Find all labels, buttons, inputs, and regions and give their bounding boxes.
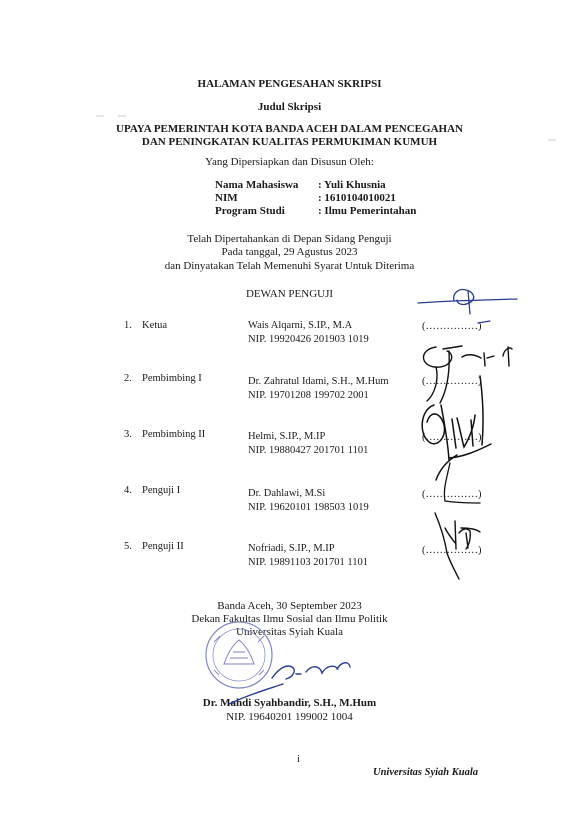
examiner-number: 1. — [124, 320, 132, 331]
signature-3-icon — [422, 376, 491, 480]
examiner-nip: NIP. 19701208 199702 2001 — [248, 390, 369, 401]
defense-line-1: Telah Dipertahankan di Depan Sidang Penguji — [187, 233, 392, 245]
examiner-number: 2. — [124, 373, 132, 384]
signature-placeholder: (……………) — [422, 489, 482, 500]
examiner-name: Dr. Dahlawi, M.Si — [248, 488, 326, 499]
prepared-by: Yang Dipersiapkan dan Disusun Oleh: — [205, 156, 374, 168]
examiner-name: Wais Alqarni, S.IP., M.A — [248, 320, 353, 331]
examiner-role: Penguji I — [142, 485, 181, 496]
examiner-role: Pembimbing I — [142, 373, 202, 384]
thesis-heading: Judul Skripsi — [257, 101, 322, 113]
examiner-number: 3. — [124, 429, 132, 440]
examiner-nip: NIP. 19620101 198503 1019 — [248, 502, 369, 513]
examiner-role: Ketua — [142, 320, 168, 331]
examiner-role: Pembimbing II — [142, 429, 206, 440]
examiner-role: Penguji II — [142, 541, 184, 552]
dean-nip: NIP. 19640201 199002 1004 — [226, 711, 353, 723]
examiner-name: Nofriadi, S.IP., M.IP — [248, 543, 335, 554]
defense-line-3: dan Dinyatakan Telah Memenuhi Syarat Untuk Diterima — [164, 260, 415, 272]
dean-name: Dr. Mahdi Syahbandir, S.H., M.Hum — [202, 697, 377, 709]
student-label-name: Nama Mahasiswa — [215, 179, 299, 191]
student-label-program: Program Studi — [215, 205, 285, 217]
approval-faculty: Dekan Fakultas Ilmu Sosial dan Ilmu Politik — [191, 613, 388, 625]
student-value-program: : Ilmu Pemerintahan — [318, 205, 417, 217]
footer-university: Universitas Syiah Kuala — [373, 767, 479, 778]
signature-2-icon — [423, 346, 512, 403]
approval-place-date: Banda Aceh, 30 September 2023 — [217, 600, 362, 612]
student-value-name: : Yuli Khusnia — [318, 179, 386, 191]
approval-university: Universitas Syiah Kuala — [236, 626, 343, 638]
page-number: i — [297, 754, 300, 765]
examiner-nip: NIP. 19880427 201701 1101 — [248, 445, 369, 456]
defense-line-2: Pada tanggal, 29 Agustus 2023 — [221, 246, 358, 258]
board-heading: DEWAN PENGUJI — [245, 288, 334, 300]
student-value-nim: : 1610104010021 — [318, 192, 396, 204]
signature-placeholder: (……………) — [422, 545, 482, 556]
examiner-name: Helmi, S.IP., M.IP — [248, 431, 326, 442]
examiner-nip: NIP. 19891103 201701 1101 — [248, 557, 368, 568]
examiner-name: Dr. Zahratul Idami, S.H., M.Hum — [248, 376, 389, 387]
student-label-nim: NIM — [215, 192, 238, 204]
examiner-number: 4. — [124, 485, 132, 496]
thesis-title-line-1: UPAYA PEMERINTAH KOTA BANDA ACEH DALAM PENCEGAHAN — [116, 123, 463, 135]
thesis-title-line-2: DAN PENINGKATAN KUALITAS PERMUKIMAN KUMUH — [141, 136, 438, 148]
page-title: HALAMAN PENGESAHAN SKRIPSI — [197, 78, 382, 90]
examiner-number: 5. — [124, 541, 132, 552]
signature-placeholder: (……………) — [422, 376, 482, 387]
signature-placeholder: (……………) — [422, 432, 482, 443]
signature-placeholder: (……………) — [422, 321, 482, 332]
examiner-nip: NIP. 19920426 201903 1019 — [248, 334, 369, 345]
